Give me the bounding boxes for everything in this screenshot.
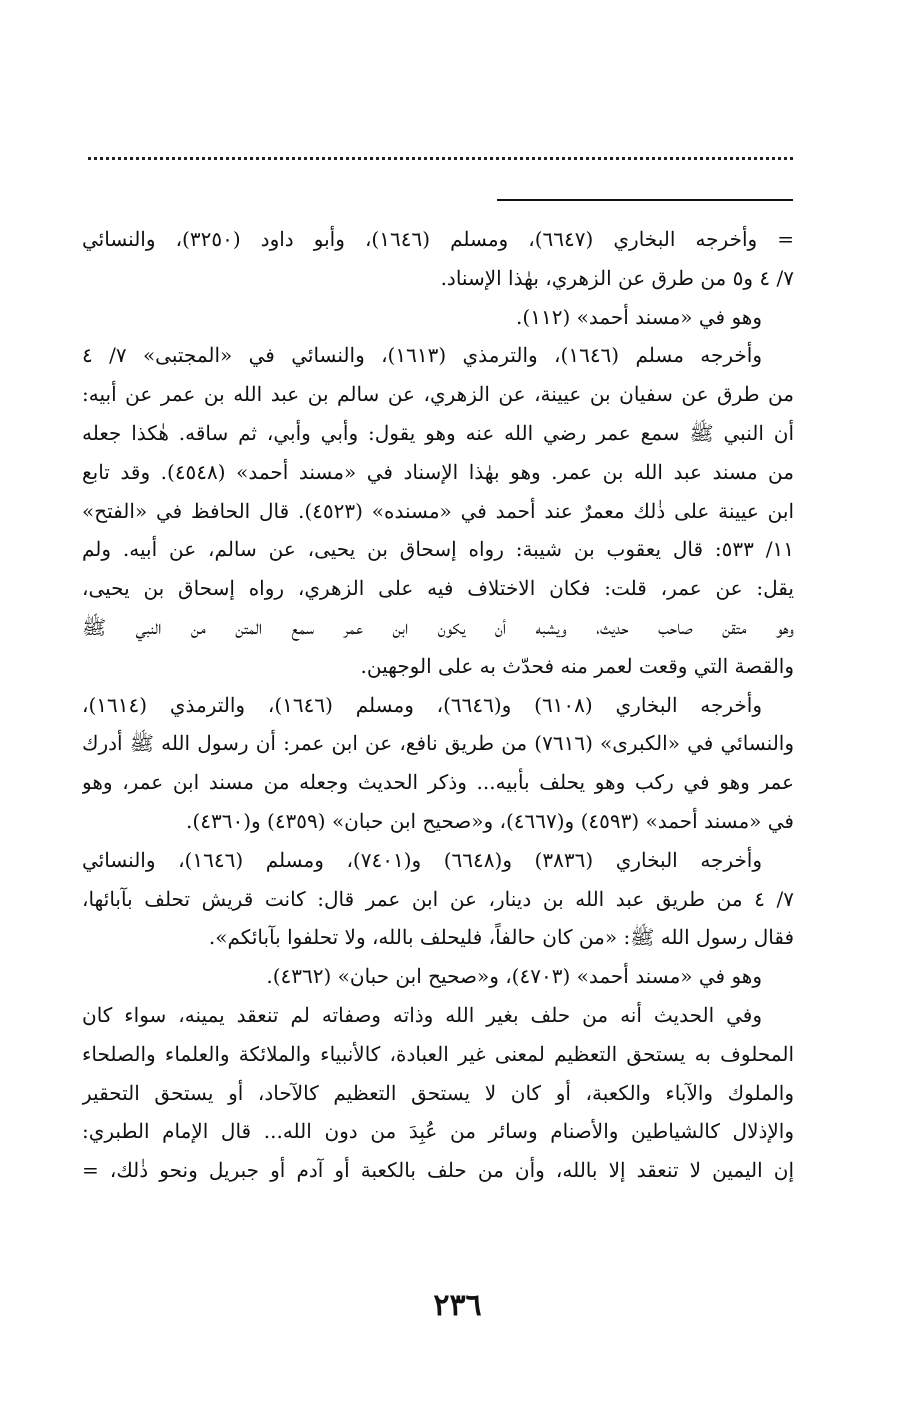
footnote-line: ١١/ ٥٣٣: قال يعقوب بن شيبة: رواه إسحاق بن يحيى، عن سالم، عن أبيه. ولم — [82, 537, 794, 562]
footnote-line: من طرق عن سفيان بن عيينة، عن الزهري، عن سالم بن عبد الله بن عمر عن أبيه: — [82, 382, 794, 407]
footnote-line: أن النبي ﷺ سمع عمر رضي الله عنه وهو يقول: وأبي وأبي، ثم ساقه. هٰكذا جعله — [82, 420, 794, 445]
footnote-line: والملوك والآباء والكعبة، أو كان لا يستحق التعظيم كالآحاد، أو يستحق التحقير — [82, 1080, 794, 1105]
footnote-line: والقصة التي وقعت لعمر منه فحدّث به على الوجهين. — [360, 653, 794, 678]
footnote-line: ٧/ ٤ من طريق عبد الله بن دينار، عن ابن عمر قال: كانت قريش تحلف بآبائها، — [82, 886, 794, 911]
footnote-line: وأخرجه البخاري (٣٨٣٦) و(٦٦٤٨) و(٧٤٠١)، ومسلم (١٦٤٦)، والنسائي — [82, 847, 763, 872]
footnote-line: وأخرجه البخاري (٦١٠٨) و(٦٦٤٦)، ومسلم (١٦٤٦)، والترمذي (١٦١٤)، — [82, 692, 762, 717]
footnote-line: ٧/ ٤ و٥ من طرق عن الزهري، بهٰذا الإسناد. — [440, 265, 794, 290]
footnote-line: عمر وهو في ركب وهو يحلف بأبيه... وذكر الحديث وجعله من مسند ابن عمر، وهو — [82, 770, 794, 795]
separator-dotted-line — [88, 157, 793, 160]
footnote-line: يقل: عن عمر، قلت: فكان الاختلاف فيه على الزهري، رواه إسحاق بن يحيى، — [82, 576, 794, 601]
footnote-line: ابن عيينة على ذٰلك معمرٌ عند أحمد في «مسنده» (٤٥٢٣). قال الحافظ في «الفتح» — [82, 498, 794, 523]
footnote-line: والإذلال كالشياطين والأصنام وسائر من عُبِدَ من دون الله... قال الإمام الطبري: — [82, 1119, 794, 1144]
footnote-line: فقال رسول الله ﷺ: «من كان حالفاً، فليحلف بالله، ولا تحلفوا بآبائكم». — [208, 925, 794, 950]
footnote-block — [82, 220, 794, 1190]
footnote-line: = وأخرجه البخاري (٦٦٤٧)، ومسلم (١٦٤٦)، وأبو داود (٣٢٥٠)، والنسائي — [82, 227, 794, 251]
footnote-line: وهو في «مسند أحمد» (١١٢). — [516, 304, 762, 329]
footnote-line: إن اليمين لا تنعقد إلا بالله، وأن من حلف بالكعبة أو آدم أو جبريل ونحو ذٰلك، = — [82, 1158, 794, 1183]
footnote-line: وهو متقن صاحب حديث، ويشبه أن يكون ابن عمر سمع المتن من النبي ﷺ — [82, 614, 794, 639]
footnote-line: وهو في «مسند أحمد» (٤٧٠٣)، و«صحيح ابن حبان» (٤٣٦٢). — [266, 964, 762, 989]
footnote-line: وأخرجه مسلم (١٦٤٦)، والترمذي (١٦١٣)، والنسائي في «المجتبى» ٧/ ٤ — [82, 343, 762, 368]
footnote-line: والنسائي في «الكبرى» (٧٦١٦) من طريق نافع، عن ابن عمر: أن رسول الله ﷺ أدرك — [82, 731, 794, 756]
footnote-separator-rule — [497, 199, 793, 201]
footnote-line: وفي الحديث أنه من حلف بغير الله وذاته وصفاته لم تنعقد يمينه، سواء كان — [82, 1002, 762, 1027]
footnote-line: من مسند عبد الله بن عمر. وهو بهٰذا الإسناد في «مسند أحمد» (٤٥٤٨). وقد تابع — [82, 459, 794, 484]
page-number: ٢٣٦ — [433, 1288, 482, 1323]
footnote-line: المحلوف به يستحق التعظيم لمعنى غير العبادة، كالأنبياء والملائكة والعلماء والصلحاء — [82, 1041, 794, 1066]
footnote-line: في «مسند أحمد» (٤٥٩٣) و(٤٦٦٧)، و«صحيح ابن حبان» (٤٣٥٩) و(٤٣٦٠). — [186, 808, 794, 833]
